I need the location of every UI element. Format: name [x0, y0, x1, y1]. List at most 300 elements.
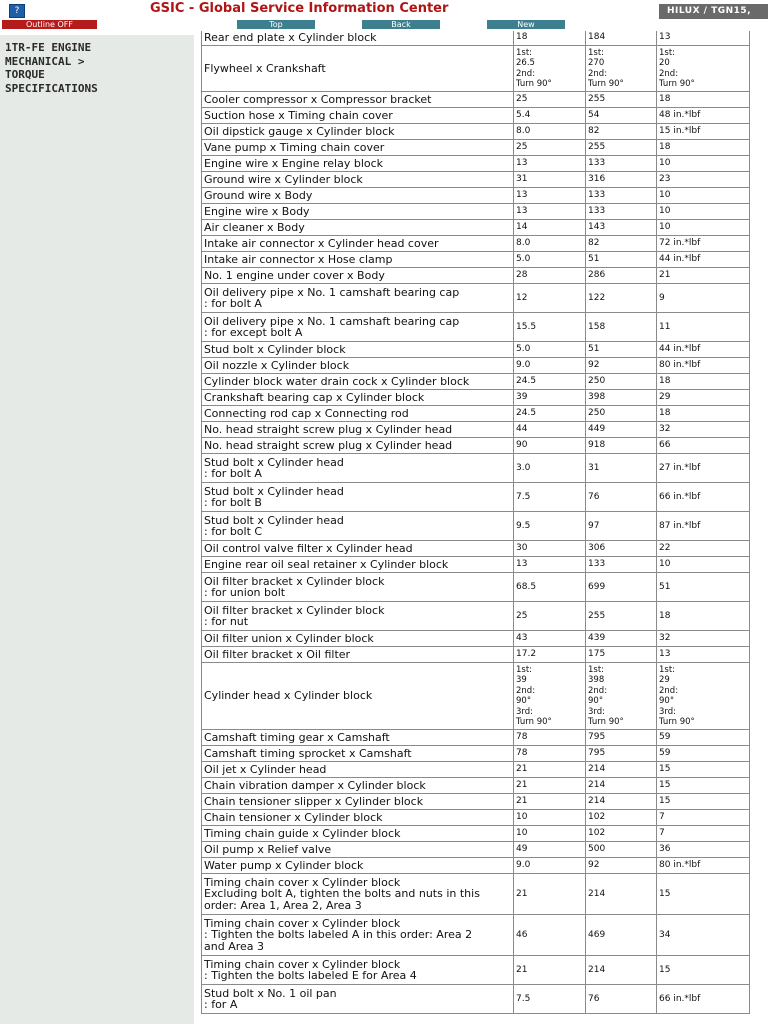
cell-text: 184: [588, 32, 606, 43]
cell-text: 13: [659, 32, 671, 43]
cell-text: 15: [659, 764, 671, 775]
cell-text: Ground wire x Cylinder block: [204, 172, 363, 186]
cell-text: Timing chain cover x Cylinder block: [204, 916, 401, 930]
torque-ftlb-cell: [657, 284, 750, 313]
table-row: [202, 915, 750, 956]
cell-text: Rear end plate x Cylinder block: [204, 31, 377, 44]
torque-ftlb-cell: [657, 124, 750, 140]
cell-text: 21: [516, 796, 528, 807]
torque-nm-cell: [514, 956, 586, 985]
torque-ftlb-cell: [657, 374, 750, 390]
table-row: [202, 313, 750, 342]
torque-kgf-cell: [586, 512, 657, 541]
torque-ftlb-cell: [657, 172, 750, 188]
cell-text: Stud bolt x Cylinder head: [204, 484, 344, 498]
table-row: [202, 284, 750, 313]
table-row: [202, 483, 750, 512]
torque-kgf-cell: [586, 826, 657, 842]
torque-kgf-cell: [586, 124, 657, 140]
cell-text: Turn 90°: [588, 79, 624, 89]
cell-text: 54: [588, 110, 600, 121]
torque-nm-cell: [514, 140, 586, 156]
torque-nm-cell: [514, 778, 586, 794]
cell-text: 15: [659, 888, 671, 899]
torque-kgf-cell: [586, 220, 657, 236]
table-row: [202, 438, 750, 454]
cell-text: 9.0: [516, 860, 531, 871]
part-name-cell: [202, 956, 514, 985]
cell-text: Timing chain cover x Cylinder block: [204, 875, 401, 889]
cell-text: Cylinder block water drain cock x Cylinder block: [204, 374, 470, 388]
part-name-cell: [202, 647, 514, 663]
torque-nm-cell: [514, 842, 586, 858]
torque-kgf-cell: [586, 156, 657, 172]
cell-text: 32: [659, 424, 671, 435]
torque-nm-cell: [514, 172, 586, 188]
cell-text: 286: [588, 270, 606, 281]
cell-text: 500: [588, 844, 606, 855]
torque-kgf-cell: [586, 842, 657, 858]
cell-text: 25: [516, 610, 528, 621]
cell-text: 2nd:: [659, 68, 679, 79]
torque-ftlb-cell: [657, 220, 750, 236]
cell-text: Turn 90°: [516, 79, 552, 89]
cell-text: 398: [588, 392, 606, 403]
table-row: [202, 390, 750, 406]
torque-kgf-cell: [586, 236, 657, 252]
cell-text: 25: [516, 142, 528, 153]
table-row: [202, 826, 750, 842]
cell-text: 20: [659, 58, 670, 68]
cell-text: No. head straight screw plug x Cylinder head: [204, 438, 453, 452]
cell-text: 15: [659, 796, 671, 807]
cell-text: 143: [588, 222, 606, 233]
cell-text: 10: [659, 190, 671, 201]
table-row: [202, 842, 750, 858]
torque-ftlb-cell: [657, 108, 750, 124]
torque-nm-cell: [514, 284, 586, 313]
cell-text: 31: [516, 174, 528, 185]
cell-text: 25: [516, 94, 528, 105]
torque-kgf-cell: [586, 252, 657, 268]
cell-text: 918: [588, 440, 606, 451]
torque-kgf-cell: [586, 438, 657, 454]
cell-text: 90: [516, 440, 528, 451]
torque-ftlb-cell: [657, 602, 750, 631]
table-row: [202, 631, 750, 647]
cell-text: 24.5: [516, 408, 537, 419]
cell-text: 795: [588, 748, 606, 759]
cell-text: 5.0: [516, 344, 531, 355]
cell-text: Turn 90°: [659, 79, 695, 89]
table-row: [202, 92, 750, 108]
torque-ftlb-cell: [657, 985, 750, 1014]
cell-text: Stud bolt x Cylinder head: [204, 455, 344, 469]
cell-text: 80 in.*lbf: [659, 860, 701, 871]
cell-text: 31: [588, 462, 600, 473]
torque-nm-cell: [514, 746, 586, 762]
torque-ftlb-cell: [657, 156, 750, 172]
part-name-cell: [202, 390, 514, 406]
torque-nm-cell: [514, 108, 586, 124]
cell-text: 92: [588, 360, 600, 371]
cell-text: 66: [659, 440, 671, 451]
cell-text: : for nut: [204, 615, 249, 628]
torque-nm-cell: [514, 358, 586, 374]
torque-ftlb-cell: [657, 573, 750, 602]
part-name-cell: [202, 810, 514, 826]
cell-text: Ground wire x Body: [204, 188, 313, 202]
table-row: [202, 602, 750, 631]
torque-nm-cell: [514, 454, 586, 483]
part-name-cell: [202, 220, 514, 236]
cell-text: 122: [588, 292, 606, 303]
table-row: [202, 252, 750, 268]
torque-kgf-cell: [586, 342, 657, 358]
cell-text: 133: [588, 206, 606, 217]
torque-ftlb-cell: [657, 557, 750, 573]
part-name-cell: [202, 985, 514, 1014]
torque-ftlb-cell: [657, 663, 750, 730]
cell-text: Camshaft timing sprocket x Camshaft: [204, 746, 412, 760]
table-row: [202, 874, 750, 915]
cell-text: Water pump x Cylinder block: [204, 858, 364, 872]
cell-text: 250: [588, 408, 606, 419]
table-row: [202, 374, 750, 390]
cell-text: Oil dipstick gauge x Cylinder block: [204, 124, 395, 138]
breadcrumb-line[interactable]: MECHANICAL >: [5, 54, 85, 68]
part-name-cell: [202, 438, 514, 454]
cell-text: Timing chain cover x Cylinder block: [204, 957, 401, 971]
cell-text: 22: [659, 543, 671, 554]
site-title: GSIC - Global Service Information Center: [150, 1, 449, 16]
torque-kgf-cell: [586, 557, 657, 573]
torque-kgf-cell: [586, 358, 657, 374]
part-name-cell: [202, 794, 514, 810]
new-button[interactable]: New: [487, 20, 565, 29]
torque-kgf-cell: [586, 483, 657, 512]
cell-text: 13: [516, 559, 528, 570]
part-name-cell: [202, 730, 514, 746]
torque-nm-cell: [514, 512, 586, 541]
torque-kgf-cell: [586, 985, 657, 1014]
cell-text: 23: [659, 174, 671, 185]
part-name-cell: [202, 541, 514, 557]
torque-nm-cell: [514, 826, 586, 842]
torque-ftlb-cell: [657, 252, 750, 268]
cell-text: 24.5: [516, 376, 537, 387]
cell-text: 18: [659, 94, 671, 105]
torque-ftlb-cell: [657, 438, 750, 454]
cell-text: 2nd:: [516, 68, 536, 79]
cell-text: 439: [588, 633, 606, 644]
torque-kgf-cell: [586, 810, 657, 826]
part-name-cell: [202, 663, 514, 730]
cell-text: 44 in.*lbf: [659, 344, 701, 355]
part-name-cell: [202, 92, 514, 108]
cell-text: 32: [659, 633, 671, 644]
cell-text: Vane pump x Timing chain cover: [204, 140, 385, 154]
table-row: [202, 541, 750, 557]
torque-kgf-cell: [586, 390, 657, 406]
cell-text: 72 in.*lbf: [659, 238, 701, 249]
table-row: [202, 647, 750, 663]
torque-kgf-cell: [586, 92, 657, 108]
table-row: [202, 268, 750, 284]
torque-kgf-cell: [586, 108, 657, 124]
torque-ftlb-cell: [657, 874, 750, 915]
table-row: [202, 794, 750, 810]
cell-text: and Area 3: [204, 939, 265, 953]
torque-kgf-cell: [586, 730, 657, 746]
back-button[interactable]: Back: [362, 20, 440, 29]
torque-ftlb-cell: [657, 778, 750, 794]
torque-kgf-cell: [586, 204, 657, 220]
torque-nm-cell: [514, 541, 586, 557]
cell-text: 175: [588, 649, 606, 660]
torque-ftlb-cell: [657, 31, 750, 46]
cell-text: 59: [659, 748, 671, 759]
cell-text: Oil nozzle x Cylinder block: [204, 358, 350, 372]
cell-text: 7.5: [516, 993, 531, 1004]
cell-text: 5.0: [516, 254, 531, 265]
part-name-cell: [202, 140, 514, 156]
torque-ftlb-cell: [657, 140, 750, 156]
table-row: [202, 46, 750, 92]
table-row: [202, 108, 750, 124]
cell-text: Oil pump x Relief valve: [204, 842, 332, 856]
torque-ftlb-cell: [657, 46, 750, 92]
cell-text: 76: [588, 993, 600, 1004]
cell-text: 18: [516, 32, 528, 43]
cell-text: 28: [516, 270, 528, 281]
cell-text: Oil control valve filter x Cylinder head: [204, 541, 413, 555]
breadcrumb: [5, 41, 191, 95]
main-content: [194, 31, 768, 1024]
cell-text: 214: [588, 888, 606, 899]
cell-text: 10: [516, 828, 528, 839]
cell-text: Excluding bolt A, tighten the bolts and nuts in this: [204, 887, 480, 901]
table-row: [202, 172, 750, 188]
cell-text: 34: [659, 929, 671, 940]
torque-kgf-cell: [586, 858, 657, 874]
cell-text: 18: [659, 142, 671, 153]
part-name-cell: [202, 156, 514, 172]
cell-text: 66 in.*lbf: [659, 491, 701, 502]
table-row: [202, 220, 750, 236]
cell-text: 21: [516, 964, 528, 975]
part-name-cell: [202, 874, 514, 915]
torque-ftlb-cell: [657, 236, 750, 252]
cell-text: 2nd:: [588, 68, 608, 79]
cell-text: 255: [588, 94, 606, 105]
torque-nm-cell: [514, 810, 586, 826]
torque-ftlb-cell: [657, 454, 750, 483]
cell-text: 14: [516, 222, 528, 233]
cell-text: : for A: [204, 998, 238, 1011]
cell-text: 1st:: [516, 47, 533, 58]
cell-text: Timing chain guide x Cylinder block: [204, 826, 401, 840]
table-row: [202, 31, 750, 46]
torque-nm-cell: [514, 406, 586, 422]
torque-ftlb-cell: [657, 342, 750, 358]
part-name-cell: [202, 602, 514, 631]
cell-text: 39: [516, 675, 527, 685]
part-name-cell: [202, 268, 514, 284]
cell-text: 2nd:: [516, 685, 536, 696]
sidebar: [0, 35, 194, 1024]
breadcrumb-line: SPECIFICATIONS: [5, 81, 98, 95]
cell-text: : for bolt A: [204, 297, 262, 310]
part-name-cell: [202, 108, 514, 124]
cell-text: 90°: [516, 696, 532, 706]
cell-text: : for bolt B: [204, 496, 262, 509]
cell-text: 36: [659, 844, 671, 855]
part-name-cell: [202, 374, 514, 390]
part-name-cell: [202, 842, 514, 858]
table-row: [202, 557, 750, 573]
cell-text: 46: [516, 929, 528, 940]
table-row: [202, 730, 750, 746]
cell-text: order: Area 1, Area 2, Area 3: [204, 898, 362, 912]
breadcrumb-line[interactable]: 1TR-FE ENGINE: [5, 41, 92, 54]
cell-text: 795: [588, 732, 606, 743]
part-name-cell: [202, 631, 514, 647]
part-name-cell: [202, 252, 514, 268]
torque-ftlb-cell: [657, 204, 750, 220]
cell-text: 1st:: [588, 664, 605, 675]
torque-kgf-cell: [586, 762, 657, 778]
cell-text: 7: [659, 812, 665, 823]
cell-text: 68.5: [516, 581, 537, 592]
cell-text: : for bolt C: [204, 525, 263, 538]
cell-text: 51: [588, 254, 600, 265]
cell-text: 102: [588, 812, 606, 823]
cell-text: 255: [588, 610, 606, 621]
part-name-cell: [202, 236, 514, 252]
cell-text: 10: [659, 559, 671, 570]
cell-text: 21: [516, 780, 528, 791]
torque-ftlb-cell: [657, 313, 750, 342]
torque-kgf-cell: [586, 140, 657, 156]
cell-text: 66 in.*lbf: [659, 993, 701, 1004]
torque-kgf-cell: [586, 794, 657, 810]
cell-text: 30: [516, 543, 528, 554]
torque-ftlb-cell: [657, 358, 750, 374]
torque-ftlb-cell: [657, 483, 750, 512]
cell-text: 3rd:: [588, 706, 606, 717]
part-name-cell: [202, 762, 514, 778]
cell-text: 21: [516, 764, 528, 775]
torque-nm-cell: [514, 858, 586, 874]
torque-kgf-cell: [586, 172, 657, 188]
table-row: [202, 406, 750, 422]
part-name-cell: [202, 573, 514, 602]
cell-text: 43: [516, 633, 528, 644]
model-badge: HILUX / TGN15,: [659, 4, 768, 19]
torque-nm-cell: [514, 342, 586, 358]
cell-text: 97: [588, 520, 600, 531]
torque-kgf-cell: [586, 602, 657, 631]
table-row: [202, 188, 750, 204]
table-row: [202, 778, 750, 794]
torque-nm-cell: [514, 390, 586, 406]
torque-kgf-cell: [586, 915, 657, 956]
cell-text: 48 in.*lbf: [659, 110, 701, 121]
cell-text: 10: [659, 158, 671, 169]
part-name-cell: [202, 915, 514, 956]
table-row: [202, 358, 750, 374]
torque-nm-cell: [514, 438, 586, 454]
part-name-cell: [202, 483, 514, 512]
cell-text: Oil filter bracket x Cylinder block: [204, 574, 385, 588]
cell-text: 26.5: [516, 58, 535, 68]
cell-text: 9.5: [516, 520, 531, 531]
torque-kgf-cell: [586, 454, 657, 483]
torque-ftlb-cell: [657, 188, 750, 204]
torque-nm-cell: [514, 874, 586, 915]
table-row: [202, 810, 750, 826]
torque-nm-cell: [514, 985, 586, 1014]
header-bar: [0, 0, 768, 31]
table-row: [202, 512, 750, 541]
torque-nm-cell: [514, 46, 586, 92]
cell-text: : for union bolt: [204, 586, 286, 599]
table-row: [202, 204, 750, 220]
torque-kgf-cell: [586, 374, 657, 390]
cell-text: Oil filter bracket x Cylinder block: [204, 603, 385, 617]
outline-toggle-button[interactable]: Outline OFF: [2, 20, 97, 29]
table-row: [202, 985, 750, 1014]
part-name-cell: [202, 284, 514, 313]
part-name-cell: [202, 778, 514, 794]
cell-text: Camshaft timing gear x Camshaft: [204, 730, 390, 744]
table-row: [202, 342, 750, 358]
cell-text: 82: [588, 126, 600, 137]
cell-text: Air cleaner x Body: [204, 220, 305, 234]
cell-text: : Tighten the bolts labeled E for Area 4: [204, 969, 417, 982]
table-row: [202, 422, 750, 438]
cell-text: 27 in.*lbf: [659, 462, 701, 473]
torque-kgf-cell: [586, 746, 657, 762]
torque-ftlb-cell: [657, 956, 750, 985]
cell-text: 44: [516, 424, 528, 435]
torque-ftlb-cell: [657, 762, 750, 778]
torque-nm-cell: [514, 252, 586, 268]
top-button[interactable]: Top: [237, 20, 315, 29]
part-name-cell: [202, 858, 514, 874]
help-icon[interactable]: ?: [9, 4, 25, 18]
table-row: [202, 156, 750, 172]
cell-text: 78: [516, 732, 528, 743]
cell-text: 78: [516, 748, 528, 759]
torque-ftlb-cell: [657, 422, 750, 438]
cell-text: 133: [588, 158, 606, 169]
torque-nm-cell: [514, 268, 586, 284]
cell-text: 44 in.*lbf: [659, 254, 701, 265]
torque-kgf-cell: [586, 541, 657, 557]
cell-text: 449: [588, 424, 606, 435]
cell-text: 102: [588, 828, 606, 839]
part-name-cell: [202, 454, 514, 483]
cell-text: 255: [588, 142, 606, 153]
cell-text: Engine wire x Engine relay block: [204, 156, 384, 170]
part-name-cell: [202, 46, 514, 92]
torque-nm-cell: [514, 602, 586, 631]
torque-ftlb-cell: [657, 390, 750, 406]
part-name-cell: [202, 188, 514, 204]
cell-text: 9.0: [516, 360, 531, 371]
